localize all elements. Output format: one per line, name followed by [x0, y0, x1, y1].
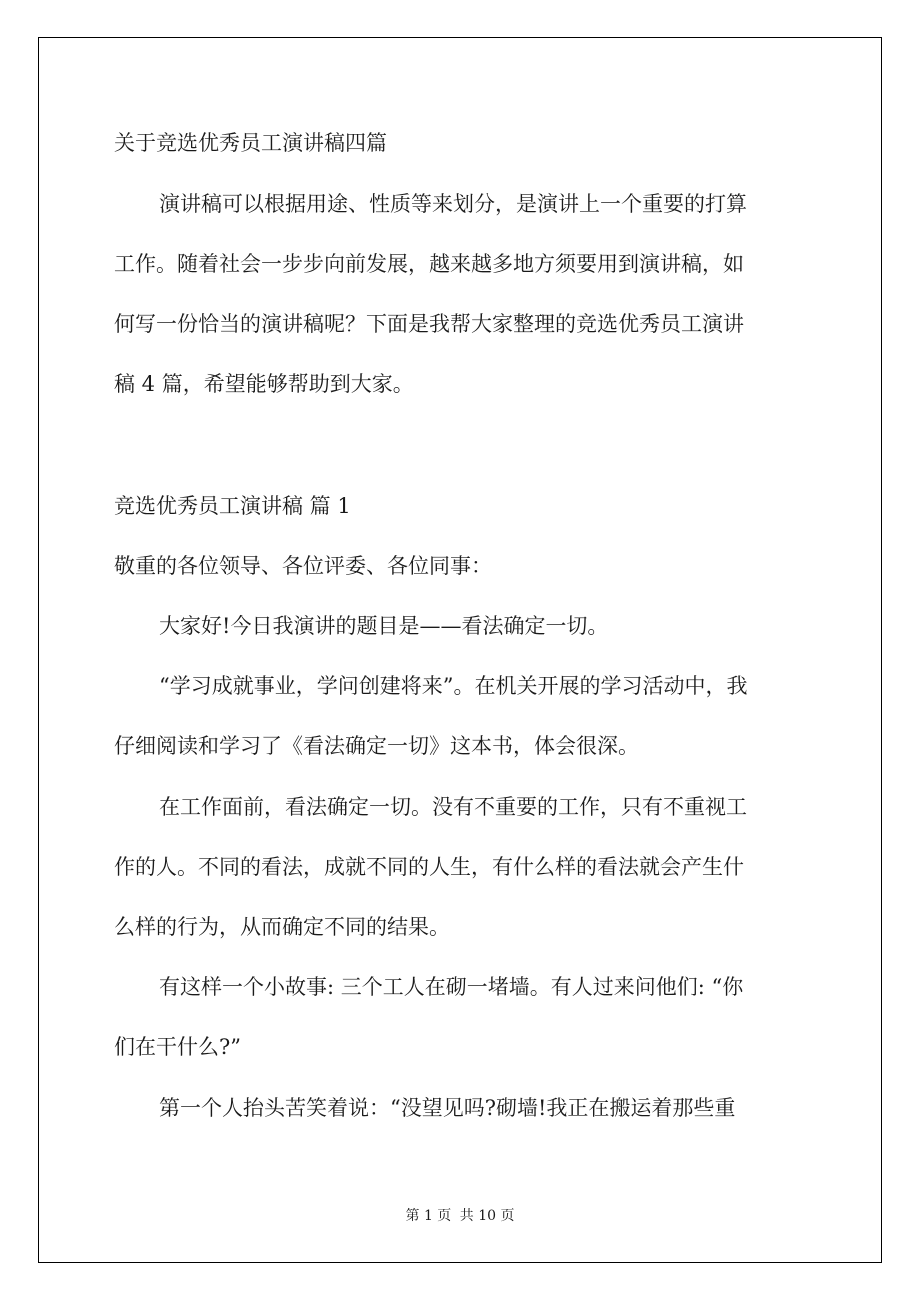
- body-line-6: 么样的行为，从而确定不同的结果。: [114, 915, 450, 939]
- body-line-3: 仔细阅读和学习了《看法确定一切》这本书，体会很深。: [114, 734, 639, 758]
- section-heading: 竞选优秀员工演讲稿 篇 1: [114, 494, 351, 518]
- body-line-9: 第一个人抬头苦笑着说：“没望见吗?砌墙!我正在搬运着那些重: [159, 1096, 736, 1120]
- salutation: 敬重的各位领导、各位评委、各位同事：: [114, 554, 492, 578]
- body-line-2: “学习成就事业，学问创建将来”。在机关开展的学习活动中，我: [159, 674, 748, 698]
- page-number: 第 1 页: [405, 1208, 452, 1224]
- intro-line-3: 何写一份恰当的演讲稿呢？下面是我帮大家整理的竞选优秀员工演讲: [114, 312, 744, 336]
- body-line-7: 有这样一个小故事: 三个工人在砌一堵墙。有人过来问他们: “你: [159, 975, 744, 999]
- intro-line-4: 稿 4 篇，希望能够帮助到大家。: [114, 372, 414, 396]
- page-border: [38, 37, 882, 1263]
- page-footer: [0, 1208, 920, 1224]
- intro-line-1: 演讲稿可以根据用途、性质等来划分，是演讲上一个重要的打算: [159, 192, 747, 216]
- body-line-4: 在工作面前，看法确定一切。没有不重要的工作，只有不重视工: [159, 795, 747, 819]
- body-line-1: 大家好!今日我演讲的题目是——看法确定一切。: [159, 614, 609, 638]
- page-total: 共 10 页: [459, 1208, 515, 1224]
- document-title: 关于竞选优秀员工演讲稿四篇: [114, 131, 387, 155]
- intro-line-2: 工作。随着社会一步步向前发展，越来越多地方须要用到演讲稿，如: [114, 252, 744, 276]
- body-line-5: 作的人。不同的看法，成就不同的人生，有什么样的看法就会产生什: [114, 855, 744, 879]
- body-line-8: 们在干什么?”: [114, 1035, 241, 1059]
